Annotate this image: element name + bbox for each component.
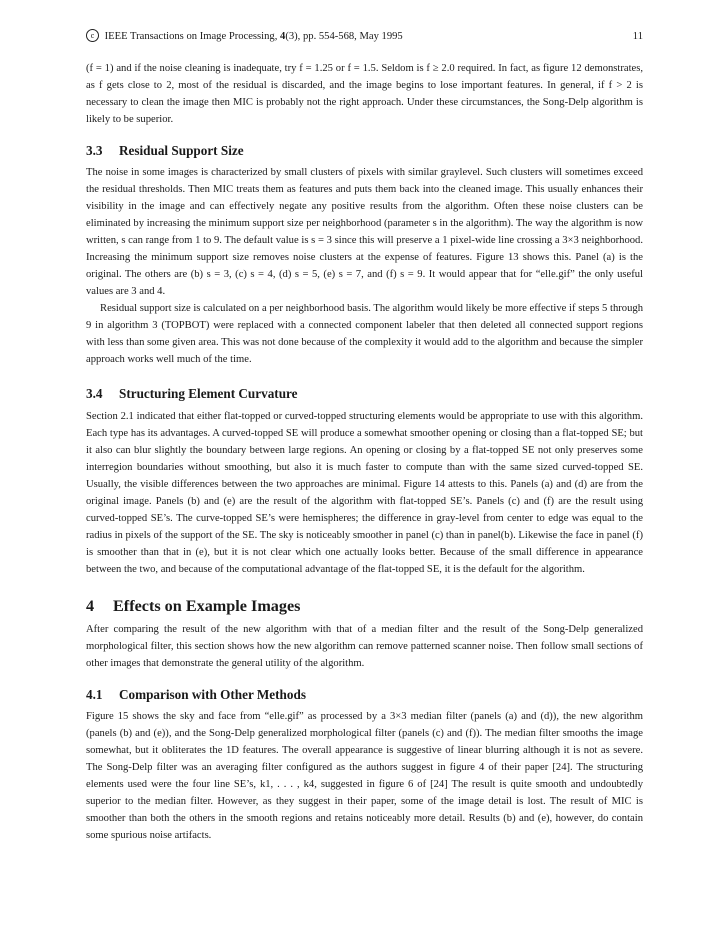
section-heading-4-1: [86, 686, 643, 704]
section-heading-3-4: [86, 385, 643, 403]
section-3-3-paragraph-1: The noise in some images is characterized by small clusters of pixels with similar graylevel. Such clusters will sometimes exceed the residual thresholds. Then MIC treats them as features and puts them back into the cleaned image. This usually enhances their visibility in the image and can effectively negate any positive results from the algorithm. Often these noise clusters can be eliminated by increasing the minimum support size per neighborhood (parameter s in the algorithm). The way the algorithm is now written, s can range from 1 to 9. The default value is s = 3 since this will preserve a 1 pixel-wide line crossing a 3×3 neighborhood. Increasing the minimum support size removes noise clusters at the expense of features. Figure 13 shows this. Panel (a) is the original. The others are (b) s = 3, (c) s = 4, (d) s = 5, (e) s = 7, and (f) s = 9. It would appear that for “elle.gif” the only useful values are 3 and 4.: [86, 167, 643, 297]
running-header: [86, 28, 643, 46]
copyright-symbol: c: [86, 29, 99, 42]
section-title: Structuring Element Curvature: [119, 386, 298, 401]
section-number: 4.1: [86, 687, 103, 702]
section-number: 3.3: [86, 143, 103, 158]
section-title: Residual Support Size: [119, 143, 244, 158]
page-number: 11: [632, 31, 643, 42]
paper-page: [86, 28, 643, 844]
intro-paragraph: (f = 1) and if the noise cleaning is inadequate, try f = 1.25 or f = 1.5. Seldom is f ≥ 2.0 required. In fact, as figure 12 demonstrates, as f gets close to 2, most of the residual is discarded, and the image begins to lose important features. In general, if f > 2 is necessary to clean the image then MIC is probably not the right approach. Under these circumstances, the Song-Delp algorithm is likely to be superior.: [86, 63, 643, 125]
journal-issue-pages: (3), pp. 554-568, May 1995: [285, 31, 403, 42]
section-number: 3.4: [86, 386, 103, 401]
section-4-1-paragraph-1: Figure 15 shows the sky and face from “elle.gif” as processed by a 3×3 median filter (panels (a) and (d)), the new algorithm (panels (b) and (e)), and the Song-Delp generalized morphological filter (panels (c) and (f)). The median filter smooths the image somewhat, but it obliterates the 1D features. The overall appearance is suggestive of linear blurring although it is not as severe. The Song-Delp filter was an averaging filter configured as the authors suggest in figure 4 of their paper [24]. The structuring elements used were the four line SE’s, k1, . . . , k4, suggested in figure 6 of [24] The result is quite smooth and undoubtedly superior to the median filter. However, as they suggest in their paper, some of the image detail is lost. The result of MIC is smoother than both the others in the smooth regions and retains noticeably more detail. Results (b) and (e), however, do contain some spurious noise artifacts.: [86, 711, 643, 841]
section-heading-3-3: [86, 142, 643, 160]
section-title: Effects on Example Images: [113, 597, 301, 615]
section-3-4-paragraph-1: Section 2.1 indicated that either flat-topped or curved-topped structuring elements would be appropriate to use with this algorithm. Each type has its advantages. A curved-topped SE will produce a somewhat smoother opening or closing than a flat-topped SE; but it also can blur slightly the boundary between large regions. An opening or closing by a flat-topped SE not only preserves some interregion boundaries without smoothing, but also it is much faster to compute than with the same sized curved-topped SE. Usually, the visible differences between the two approaches are minimal. Figure 14 attests to this. Panels (a) and (d) are from the original image. Panels (b) and (e) are the result of the algorithm with flat-topped SE’s. Panels (c) and (f) are the result using curved-topped SE’s. The curve-topped SE’s were hemispheres; the difference in gray-level from center to edge was equal to the radius in pixels of the support of the SE. The sky is noticeably smoother in panel (c) than in panel(b). Likewise the face in panel (f) is smoother than that in (e), but it is not clear which one actually looks better. Because of the small difference in appearance between the two, and because of the computational advantage of the flat-topped SE, it is the default for the algorithm.: [86, 411, 643, 575]
journal-citation: IEEE Transactions on Image Processing,: [104, 31, 278, 42]
section-4-paragraph-1: After comparing the result of the new algorithm with that of a median filter and the result of the Song-Delp generalized morphological filter, this section shows how the new algorithm can remove patterned scanner noise. Then follow small sections of other images that demonstrate the general utility of the algorithm.: [86, 624, 643, 669]
section-number: 4: [86, 597, 95, 615]
section-3-3-paragraph-2: Residual support size is calculated on a per neighborhood basis. The algorithm would likely be more effective if steps 5 through 9 in algorithm 3 (TOPBOT) were replaced with a connected component labeler that then deleted all connected support regions with less than some given area. This was not done because of the complexity it would add to the algorithm and because the simpler approach works well much of the time.: [86, 303, 643, 365]
section-title: Comparison with Other Methods: [119, 687, 306, 702]
section-heading-4: [86, 595, 643, 617]
journal-volume: 4: [280, 31, 286, 42]
